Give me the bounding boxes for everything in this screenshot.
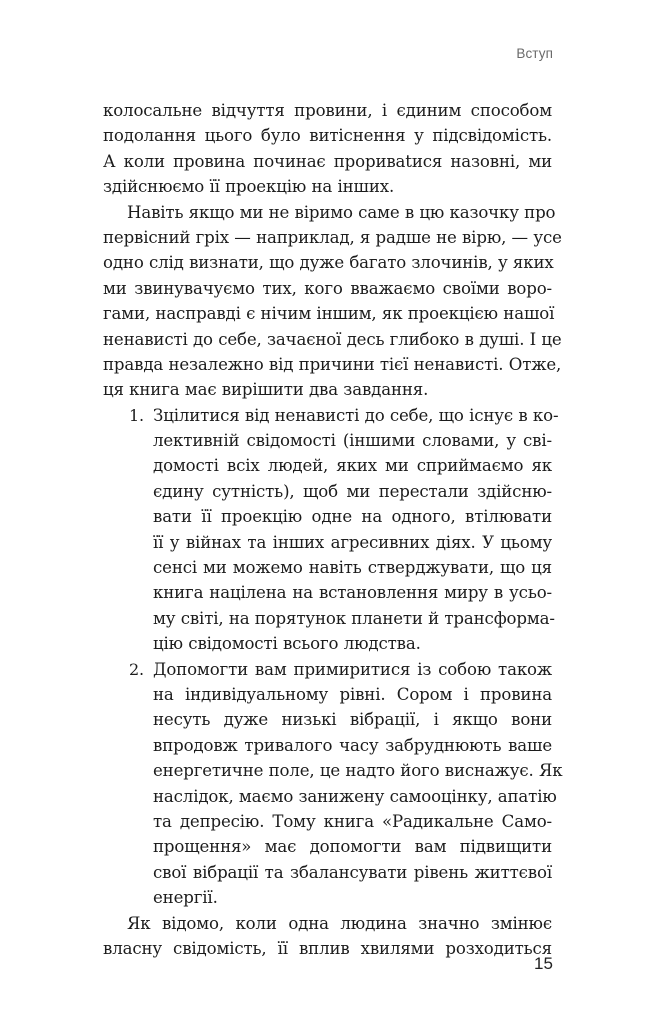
text-line: ми звинувачуємо тих, кого вважаємо своїми воро- xyxy=(103,278,552,298)
page-body xyxy=(103,98,563,961)
text-line: впродовж тривалого часу забруднюють ваше xyxy=(153,735,552,755)
text-line: первісний гріх — наприклад, я радше не вірю, — усе xyxy=(103,227,562,247)
text-line: ненависті до себе, зачаєної десь глибоко в душі. І це xyxy=(103,329,562,349)
text-line: книга націлена на встановлення миру в усьо- xyxy=(153,583,552,603)
text-line: її у війнах та інших агресивних діях. У цьому xyxy=(153,532,552,552)
text-line: А коли провина починає проривatися назовні, ми xyxy=(103,151,552,171)
running-head-chapter-title: Вступ xyxy=(516,46,553,61)
paragraph-original-sin xyxy=(103,200,562,403)
page-number: 15 xyxy=(534,954,553,973)
text-line: цію свідомості всього людства. xyxy=(153,634,421,654)
text-line: колосальне відчуття провини, і єдиним способом xyxy=(103,101,552,120)
text-line: домості всіх людей, яких ми сприймаємо як xyxy=(153,456,552,476)
text-line: Допомогти вам примиритися із собою також xyxy=(153,659,552,679)
list-number: 2. xyxy=(129,659,144,679)
text-line: подолання цього було витіснення у підсвідомість. xyxy=(103,126,552,146)
text-line: Як відомо, коли одна людина значно змінює xyxy=(127,913,552,933)
text-line: енергетичне поле, це надто його виснажує. Як xyxy=(153,761,563,781)
paragraph-continuation xyxy=(103,98,552,200)
list-number: 1. xyxy=(129,405,144,425)
text-line: несуть дуже низькі вібрації, і якщо вони xyxy=(153,710,552,730)
text-line: лективній свідомості (іншими словами, у сві- xyxy=(153,431,552,451)
text-line: прощення» має допомогти вам підвищити xyxy=(153,837,552,857)
paragraph-closing xyxy=(103,911,552,962)
text-line: гами, насправді є нічим іншим, як проекцією нашої xyxy=(103,304,555,324)
text-line: правда незалежно від причини тієї ненависті. Отже, xyxy=(103,354,562,374)
text-line: наслідок, маємо занижену самооцінку, апатію xyxy=(153,786,557,806)
text-line: та депресію. Тому книга «Радикальне Само- xyxy=(153,811,552,831)
text-line: одно слід визнати, що дуже багато злочинів, у яких xyxy=(103,253,554,273)
text-line: єдину сутність), щоб ми перестали здійсню- xyxy=(153,481,552,501)
text-line: енергії. xyxy=(153,888,218,908)
text-line: сенсі ми можемо навіть стверджувати, що ця xyxy=(153,558,552,578)
numbered-list-item-1 xyxy=(103,403,559,657)
text-line: вати її проекцію одне на одного, втілювати xyxy=(153,507,552,527)
text-line: на індивідуальному рівні. Сором і провина xyxy=(153,684,552,704)
numbered-list-item-2 xyxy=(103,657,563,911)
text-line: власну свідомість, її вплив хвилями розходиться xyxy=(103,938,552,958)
text-line: му світі, на порятунок планети й трансформа- xyxy=(153,608,555,628)
text-line: свої вібрації та збалансувати рівень життєвої xyxy=(153,862,552,882)
text-line: здійснюємо її проекцію на інших. xyxy=(103,177,395,197)
text-line: Навіть якщо ми не віримо саме в цю казочку про xyxy=(127,202,556,222)
text-line: ця книга має вирішити два завдання. xyxy=(103,380,429,400)
text-line: Зцілитися від ненависті до себе, що існує в ко- xyxy=(153,405,559,425)
